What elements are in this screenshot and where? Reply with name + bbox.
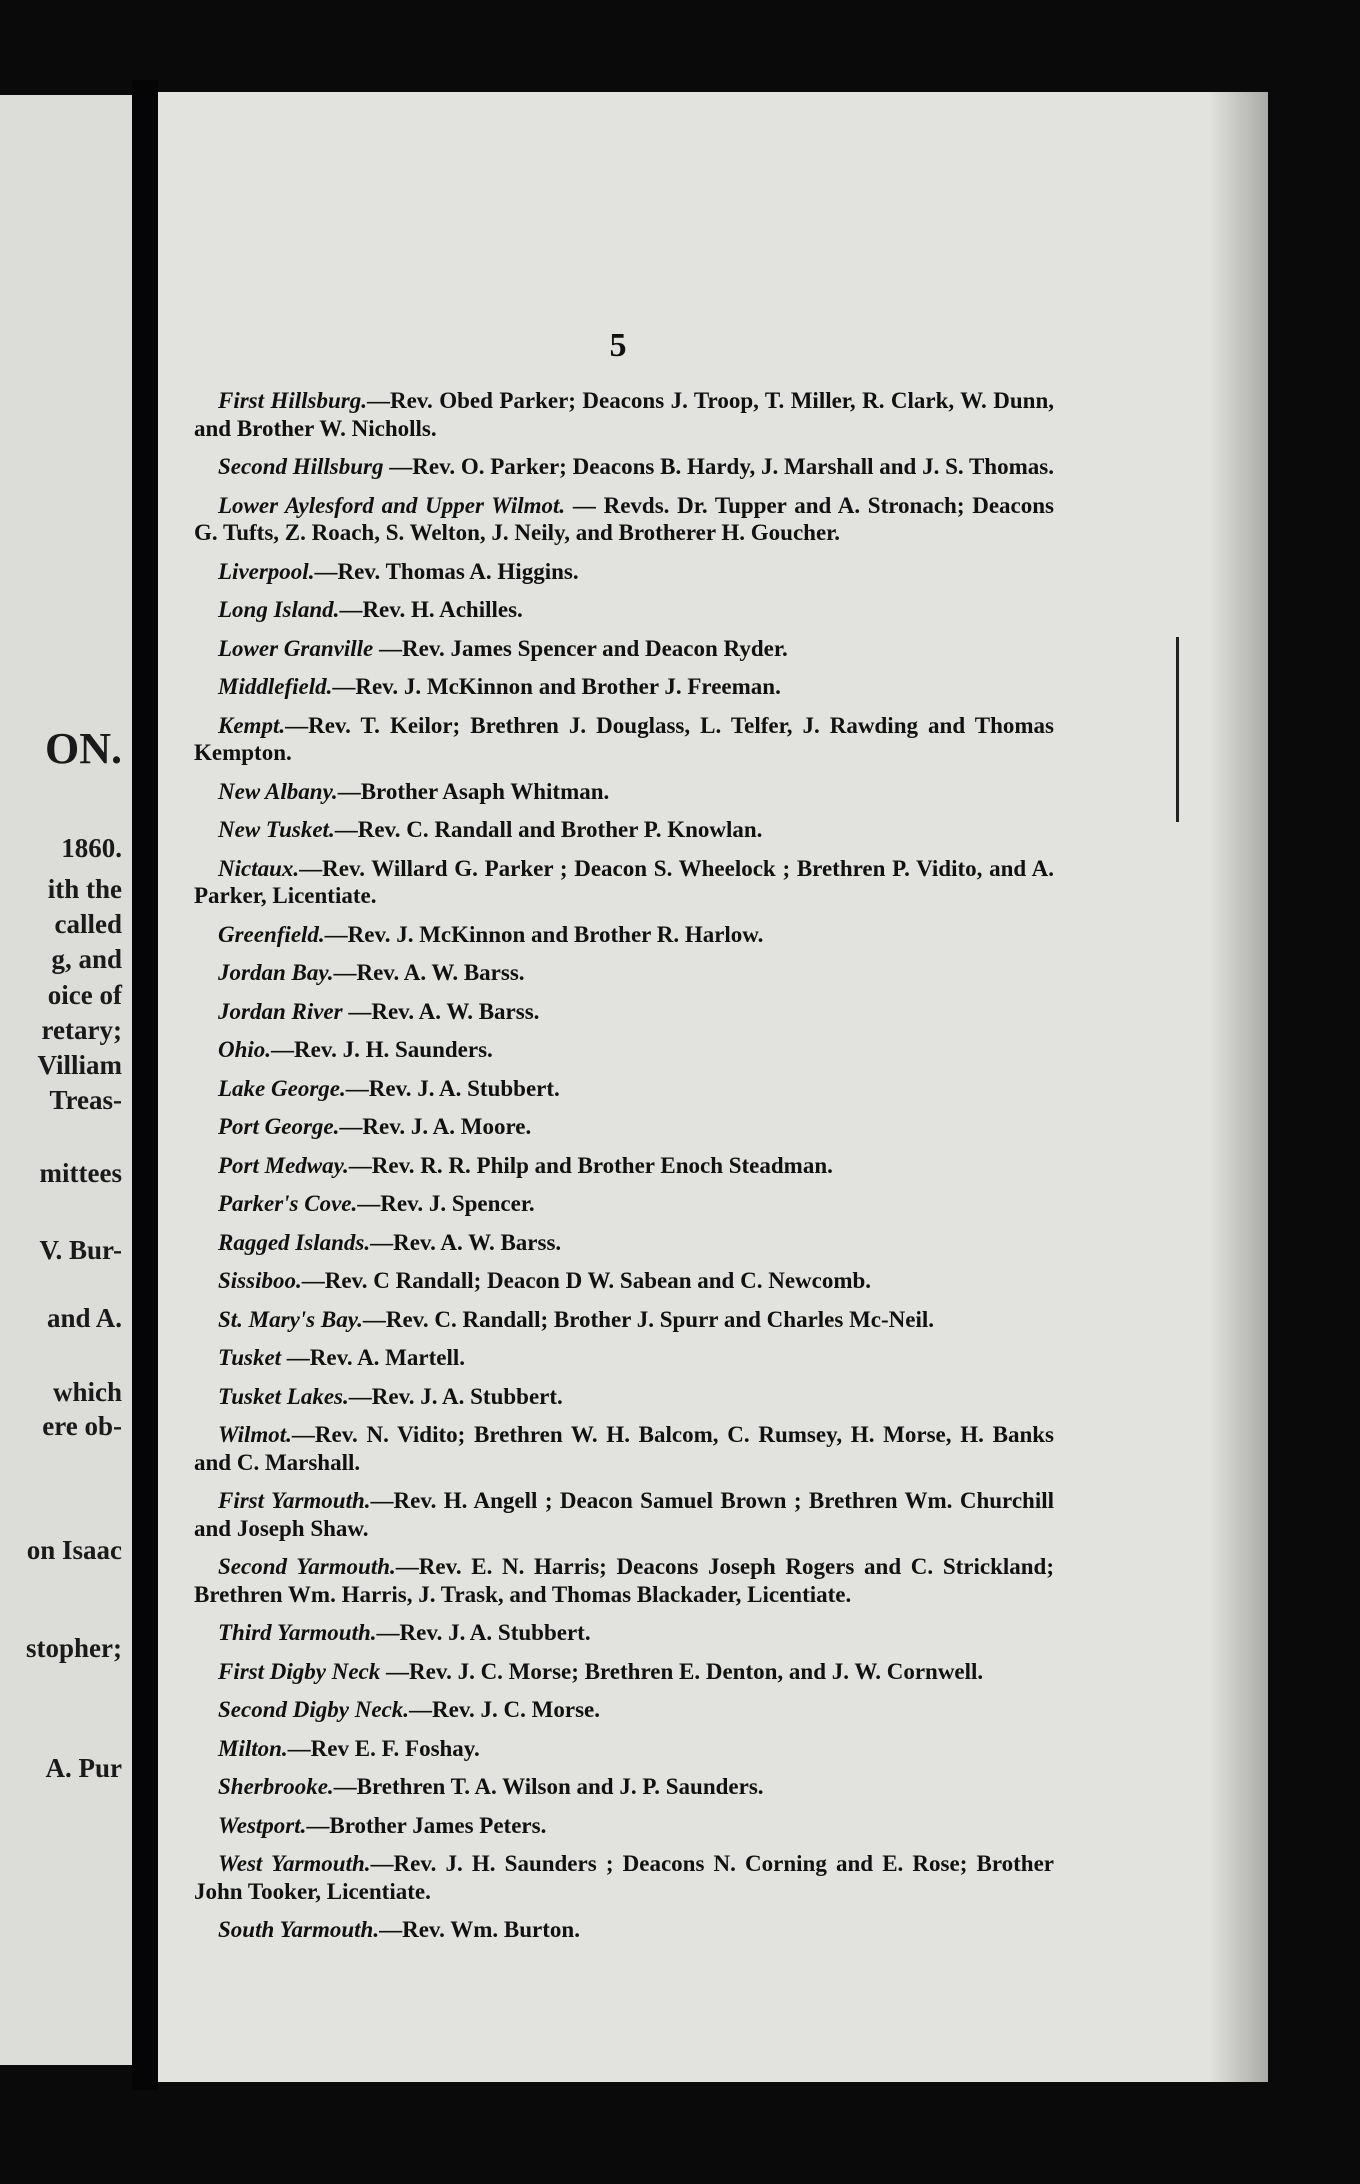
church-name: First Hillsburg. xyxy=(218,388,367,413)
church-entry xyxy=(194,1113,1054,1141)
church-delegates: —Brethren T. A. Wilson and J. P. Saunders. xyxy=(333,1774,764,1799)
church-entry xyxy=(194,453,1054,481)
church-name: Westport. xyxy=(218,1812,307,1838)
church-name: Tusket Lakes. xyxy=(218,1383,349,1409)
church-name: St. Mary's Bay. xyxy=(218,1306,363,1332)
church-entry xyxy=(194,1152,1054,1180)
left-fragment: ON. xyxy=(45,724,122,773)
church-entry xyxy=(194,998,1054,1026)
church-delegates: —Rev. J. A. Moore. xyxy=(339,1114,532,1139)
church-delegates: —Rev. J. C. Morse. xyxy=(409,1697,600,1722)
left-fragment: retary; xyxy=(41,1015,122,1045)
church-name: West Yarmouth. xyxy=(218,1851,371,1876)
church-name: Second Digby Neck. xyxy=(218,1697,409,1722)
church-delegates: —Rev. Thomas A. Higgins. xyxy=(314,558,579,584)
church-delegates: —Rev. J. H. Saunders ; Deacons N. Corning and E. Rose; Brother John Tooker, Licentiate. xyxy=(194,1851,1054,1904)
church-delegates: —Rev. C Randall; Deacon D W. Sabean and C. Newcomb. xyxy=(301,1268,872,1293)
left-fragment: called xyxy=(54,909,122,939)
left-fragment: oice of xyxy=(47,980,122,1010)
church-entry xyxy=(194,1344,1054,1372)
church-entry xyxy=(194,1267,1054,1295)
church-delegates: —Rev. J. McKinnon and Brother J. Freeman. xyxy=(332,674,781,699)
church-delegates: —Rev. C. Randall; Brother J. Spurr and Charles Mc-Neil. xyxy=(362,1306,934,1332)
church-name: Second Yarmouth. xyxy=(218,1554,396,1579)
church-entry xyxy=(194,1658,1054,1686)
church-delegates: —Rev. H. Achilles. xyxy=(339,597,523,622)
left-fragment: 1860. xyxy=(61,833,122,863)
church-name: Middlefield. xyxy=(218,674,333,699)
left-fragment: on Isaac xyxy=(26,1535,122,1565)
church-name: Wilmot. xyxy=(218,1422,292,1447)
church-name: New Tusket. xyxy=(218,817,335,842)
church-delegates: —Rev. J. A. Stubbert. xyxy=(376,1620,591,1645)
church-delegates: —Rev. A. W. Barss. xyxy=(342,998,540,1024)
church-delegates: —Rev. A. Martell. xyxy=(281,1345,466,1370)
church-entry xyxy=(194,635,1054,663)
church-delegates: —Rev. J. A. Stubbert. xyxy=(345,1075,560,1101)
left-fragment: A. Pur xyxy=(45,1753,122,1783)
church-entry xyxy=(194,1916,1054,1944)
church-name: Kempt. xyxy=(218,712,286,738)
church-delegates: —Rev. R. R. Philp and Brother Enoch Steadman. xyxy=(348,1152,833,1178)
church-delegates: —Brother Asaph Whitman. xyxy=(337,778,610,804)
church-entry xyxy=(194,712,1054,767)
church-name: Second Hillsburg xyxy=(218,454,384,479)
church-entry xyxy=(194,1421,1054,1476)
church-entry xyxy=(194,1036,1054,1064)
church-delegates: —Rev. O. Parker; Deacons B. Hardy, J. Marshall and J. S. Thomas. xyxy=(383,454,1054,479)
church-entry xyxy=(194,1190,1054,1218)
left-fragment: Treas- xyxy=(49,1085,122,1115)
left-fragment: which xyxy=(52,1377,122,1407)
church-entry xyxy=(194,558,1054,586)
left-fragment: ith the xyxy=(47,874,122,904)
church-list xyxy=(194,387,1054,1955)
left-fragment: ere ob- xyxy=(42,1411,122,1441)
church-name: South Yarmouth. xyxy=(218,1917,380,1942)
church-name: Long Island. xyxy=(218,597,340,622)
church-name: Parker's Cove. xyxy=(218,1191,358,1216)
church-entry xyxy=(194,1696,1054,1724)
church-name: Sissiboo. xyxy=(218,1268,302,1293)
church-entry xyxy=(194,855,1054,910)
church-delegates: —Rev. Wm. Burton. xyxy=(379,1917,580,1942)
church-delegates: —Rev. Willard G. Parker ; Deacon S. Wheelock ; Brethren P. Vidito, and A. Parker, Licentiate. xyxy=(194,855,1054,908)
church-name: Third Yarmouth. xyxy=(218,1620,377,1645)
church-entry xyxy=(194,1383,1054,1411)
church-delegates: —Rev. A. W. Barss. xyxy=(370,1229,562,1255)
church-entry xyxy=(194,1619,1054,1647)
church-entry xyxy=(194,387,1054,442)
church-entry xyxy=(194,959,1054,987)
church-delegates: —Rev. E. N. Harris; Deacons Joseph Rogers and C. Strickland; Brethren Wm. Harris, J. Trask, and Thomas Blackader, Licentiate. xyxy=(194,1554,1054,1607)
church-delegates: —Brother James Peters. xyxy=(306,1812,547,1838)
church-name: Tusket xyxy=(218,1345,282,1370)
book-gutter xyxy=(132,80,158,2090)
church-delegates: —Rev. J. C. Morse; Brethren E. Denton, and J. W. Cornwell. xyxy=(380,1658,984,1684)
left-fragment: and A. xyxy=(46,1303,122,1333)
left-fragment: mittees xyxy=(39,1158,122,1188)
church-delegates: —Rev. J. A. Stubbert. xyxy=(348,1383,563,1409)
church-delegates: — Revds. Dr. Tupper and A. Stronach; Deacons G. Tufts, Z. Roach, S. Welton, J. Neily, and Brotherer H. Goucher. xyxy=(194,492,1054,545)
church-name: Nictaux. xyxy=(218,855,300,881)
church-delegates: —Rev. Obed Parker; Deacons J. Troop, T. Miller, R. Clark, W. Dunn, and Brother W. Nicholls. xyxy=(194,388,1054,441)
church-name: Port Medway. xyxy=(218,1152,349,1178)
church-name: Ohio. xyxy=(218,1037,272,1062)
spine-shadow xyxy=(1208,92,1268,2082)
left-fragment: V. Bur- xyxy=(39,1235,122,1265)
church-name: Jordan River xyxy=(218,998,343,1024)
church-delegates: —Rev. J. McKinnon and Brother R. Harlow. xyxy=(324,921,764,947)
church-delegates: —Rev. T. Keilor; Brethren J. Douglass, L. Telfer, J. Rawding and Thomas Kempton. xyxy=(194,712,1054,765)
church-delegates: —Rev. C. Randall and Brother P. Knowlan. xyxy=(334,817,763,842)
church-entry xyxy=(194,1773,1054,1801)
church-delegates: —Rev. J. Spencer. xyxy=(357,1191,535,1216)
church-name: First Digby Neck xyxy=(218,1658,381,1684)
church-entry xyxy=(194,816,1054,844)
church-entry xyxy=(194,1850,1054,1905)
church-name: Lower Granville xyxy=(218,635,374,661)
church-entry xyxy=(194,596,1054,624)
church-name: New Albany. xyxy=(218,778,338,804)
church-entry xyxy=(194,673,1054,701)
church-name: Lake George. xyxy=(218,1075,346,1101)
church-name: Sherbrooke. xyxy=(218,1774,334,1799)
church-delegates: —Rev. H. Angell ; Deacon Samuel Brown ; Brethren Wm. Churchill and Joseph Shaw. xyxy=(194,1488,1055,1541)
church-entry xyxy=(194,1075,1054,1103)
church-entry xyxy=(194,1487,1054,1542)
left-fragment: Villiam xyxy=(37,1050,122,1080)
church-entry xyxy=(194,492,1054,547)
church-entry xyxy=(194,778,1054,806)
left-fragment: stopher; xyxy=(26,1633,122,1663)
church-delegates: —Rev. J. H. Saunders. xyxy=(271,1037,493,1062)
church-entry xyxy=(194,1553,1054,1608)
church-delegates: —Rev E. F. Foshay. xyxy=(287,1735,480,1761)
church-name: Lower Aylesford and Upper Wilmot. xyxy=(218,492,566,518)
church-entry xyxy=(194,1812,1054,1840)
church-name: Milton. xyxy=(218,1735,288,1761)
left-fragment: g, and xyxy=(51,944,122,974)
church-name: Greenfield. xyxy=(218,921,325,947)
right-page xyxy=(158,92,1268,2082)
page-number: 5 xyxy=(609,327,627,364)
church-entry xyxy=(194,1229,1054,1257)
church-name: Liverpool. xyxy=(218,558,315,584)
church-name: Ragged Islands. xyxy=(218,1229,371,1255)
church-name: Port George. xyxy=(218,1114,340,1139)
church-name: Jordan Bay. xyxy=(218,960,334,985)
church-entry xyxy=(194,1306,1054,1334)
church-entry xyxy=(194,921,1054,949)
margin-mark xyxy=(1176,637,1179,822)
church-delegates: —Rev. A. W. Barss. xyxy=(333,960,525,985)
church-entry xyxy=(194,1735,1054,1763)
left-page xyxy=(0,95,132,2065)
church-delegates: —Rev. N. Vidito; Brethren W. H. Balcom, C. Rumsey, H. Morse, H. Banks and C. Marshall. xyxy=(194,1422,1054,1475)
church-name: First Yarmouth. xyxy=(218,1488,371,1513)
church-delegates: —Rev. James Spencer and Deacon Ryder. xyxy=(373,635,788,661)
